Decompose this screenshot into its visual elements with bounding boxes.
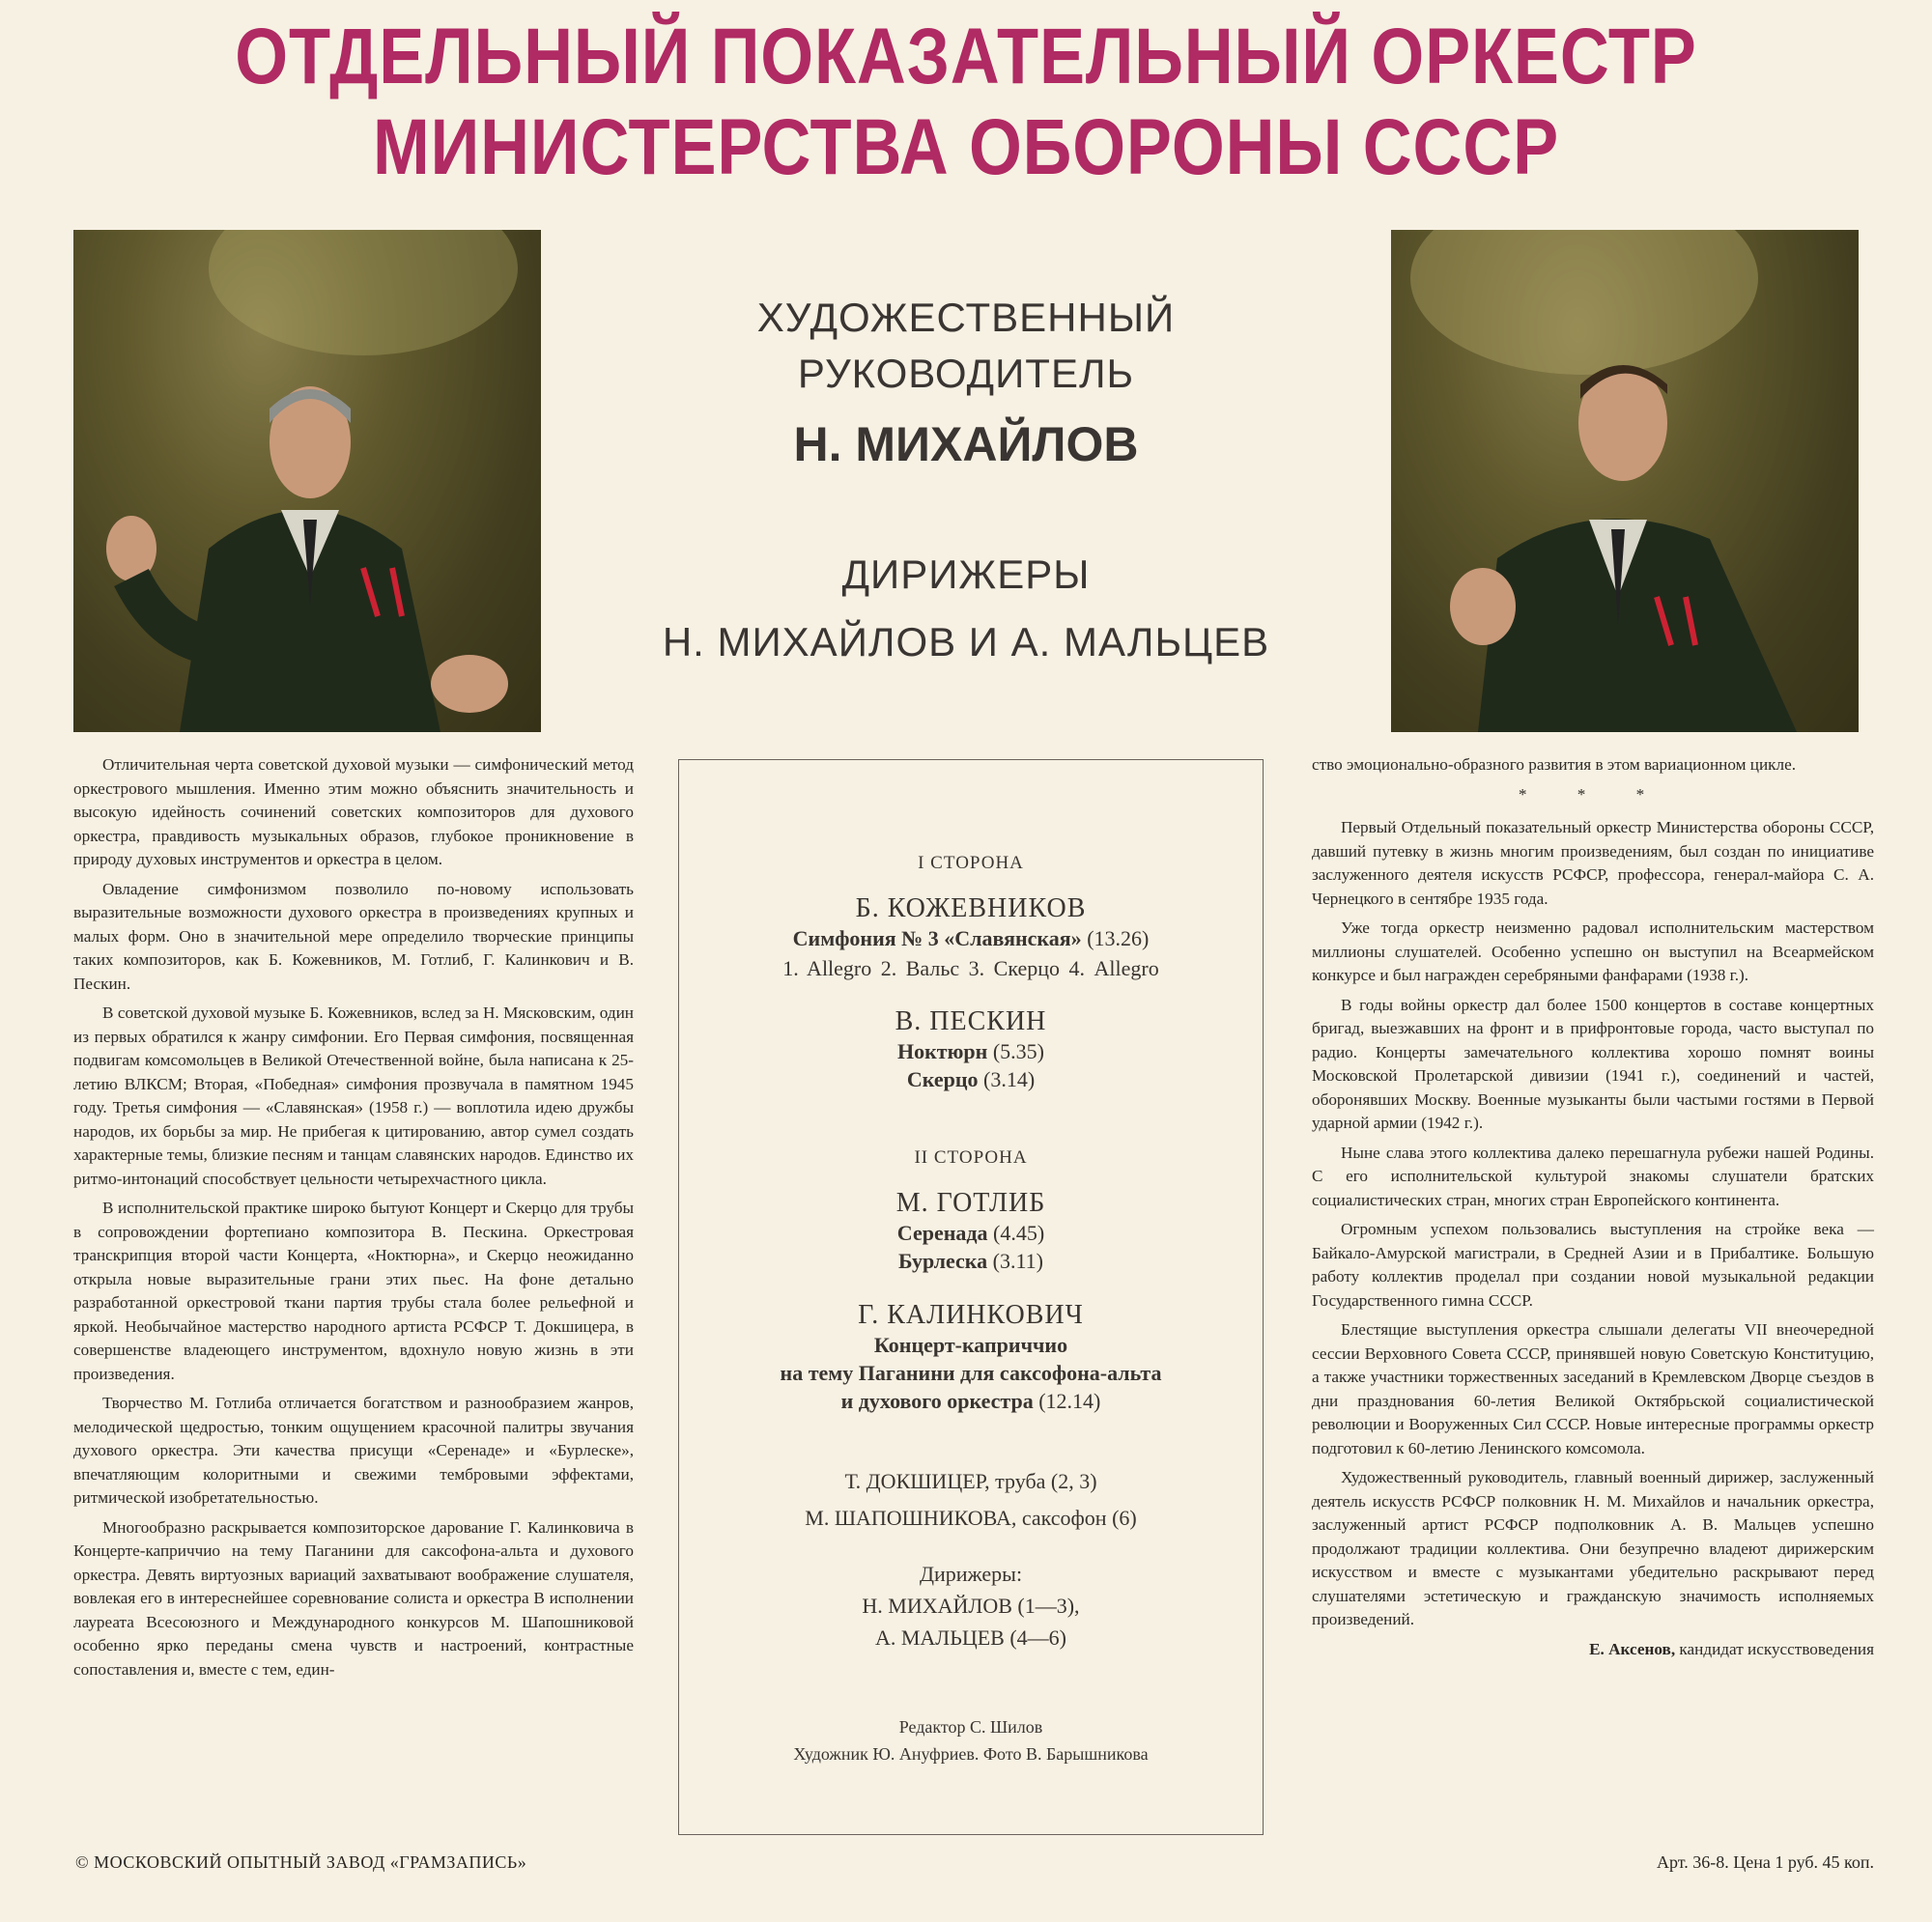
conductor-maltsev: А. МАЛЬЦЕВ (4—6) [874,1625,1067,1650]
artistic-director-label [580,290,1352,402]
performer-shaposhnikova: М. ШАПОШНИКОВА, саксофон (6) [805,1506,1137,1530]
conductor-photo-right [1391,230,1859,732]
author-signature [1312,1638,1874,1662]
liner-notes-left-column [73,753,634,1687]
track-duration: (13.26) [1087,926,1150,950]
section-divider-stars: * * * [1518,784,1668,804]
track-title-line3: и духового оркестра [840,1389,1034,1413]
conductor-photo-left [73,230,541,732]
tracklist-box [678,759,1264,1835]
track-duration: (12.14) [1038,1389,1101,1413]
album-title [135,12,1797,193]
track-serenade [679,1219,1263,1247]
track-symphony-3 [679,924,1263,952]
liner-paragraph-continuation: ство эмоционально-образного развития в этом вариационном цикле. [1312,755,1797,774]
artistic-director-line1: ХУДОЖЕСТВЕННЫЙ [756,295,1176,340]
production-credits [679,1713,1263,1767]
artistic-director-line2: РУКОВОДИТЕЛЬ [797,351,1135,396]
conductors-credit [580,541,1352,676]
conductor-mikhailov: Н. МИХАЙЛОВ (1—3), [862,1594,1080,1618]
liner-paragraph: Первый Отдельный показательный оркестр Министерства обороны СССР, давший путевку в жизнь многим произведениям, был создан по инициативе заслуженного деятеля искусств РСФСР, профессора, генерал-майора С. А. Чернецкого в сентябре 1935 года. [1312,818,1874,908]
conductors-label: ДИРИЖЕРЫ [841,551,1091,597]
track-scherzo [679,1065,1263,1093]
price-footer: Арт. 36-8. Цена 1 руб. 45 коп. [1656,1852,1874,1872]
tracklist-conductors [679,1558,1263,1653]
track-title: Бурлеска [897,1249,988,1273]
album-title-line2: МИНИСТЕРСТВА ОБОРОНЫ СССР [372,103,1560,191]
performers [679,1463,1263,1537]
track-title-line1: Концерт-каприччио [873,1333,1068,1357]
side-one-label: I СТОРОНА [918,853,1024,873]
album-title-line1: ОТДЕЛЬНЫЙ ПОКАЗАТЕЛЬНЫЙ ОРКЕСТР [235,13,1697,100]
side-two-label: II СТОРОНА [914,1147,1028,1168]
track-title: Серенада [896,1221,988,1245]
liner-paragraph: В годы войны оркестр дал более 1500 концертов в составе концертных бригад, выезжавших на фронт и в прифронтовые города, часто выступал по радио. Концерты замечательного коллектива хорошо помнят воины Московской Пролетарской дивизии (1941 г.), соединений и частей, оборонявших Москву. Военные музыканты были частыми гостями в Первой ударной армии (1942 г.). [1312,995,1874,1132]
performer-dokshitser: Т. ДОКШИЦЕР, труба (2, 3) [844,1469,1097,1493]
artist-photo-credit: Художник Ю. Ануфриев. Фото В. Барышникова [793,1744,1149,1764]
artistic-director-name: Н. МИХАЙЛОВ [793,417,1139,471]
track-duration: (4.45) [993,1221,1045,1245]
liner-paragraph: Многообразно раскрывается композиторское дарование Г. Калинковича в Концерте-каприччио на тему Паганини для саксофона-альта и духового оркестра. Девять виртуозных вариаций захватывают воображение слушателя, вовлекая его в интереснейшее соревнование солиста и оркестра В исполнении лауреата Всесоюзного и Международного конкурсов М. Шапошниковой особенно ярко переданы смена чувств и настроений, контрастные сопоставления и, вместе с тем, един- [73,1517,634,1679]
liner-paragraph: В исполнительской практике широко бытуют Концерт и Скерцо для трубы в сопровождении фортепиано композитора В. Пескина. Оркестровая транскрипция второй части Концерта, «Ноктюрна», и Скерцо неожиданно открыла новые выразительные грани этих пьес. На фоне детально разработанной оркестровой ткани партия трубы стала более рельефной и яркой. Необычайное мастерство народного артиста РСФСР Т. Докшицера, в совершенстве владеющего инструментом, вдохнуло новую жизнь в эти произведения. [73,1199,634,1383]
track-title: Скерцо [906,1067,979,1091]
liner-paragraph: В советской духовой музыке Б. Кожевников, вслед за Н. Мясковским, один из первых обратился к жанру симфонии. Его Первая симфония, посвященная подвигам комсомольцев в Великой Отечественной войне, была написана к 25-летию ВЛКСМ; Вторая, «Победная» симфония прозвучала в памятном 1945 году. Третья симфония — «Славянская» (1958 г.) — воплотила идею дружбы народов, их борьбы за мир. Не прибегая к цитированию, автор сумел создать характерные темы, близкие песням и танцам славянских народов. Единство их ритмо-интонаций способствует цельности четырехчастного цикла. [73,1003,634,1188]
track-duration: (5.35) [992,1039,1044,1063]
liner-paragraph: Творчество М. Готлиба отличается богатством и разнообразием жанров, мелодической щедростью, тонким ощущением красочной палитры звучания духового оркестра. Эти качества присущи «Серенаде» и «Бурлеске», впечатляющим колоритными и свежими тембровыми эффектами, ритмической изобретательностью. [73,1394,634,1507]
author-title: кандидат искусствоведения [1679,1639,1874,1658]
editor-credit: Редактор С. Шилов [898,1717,1043,1737]
liner-notes-right-column [1312,753,1874,1661]
track-nocturne [679,1037,1263,1065]
track-duration: (3.11) [992,1249,1043,1273]
conductor-photo-left-image [73,230,541,732]
symphony-movements: 1. Allegro 2. Вальс 3. Скерцо 4. Allegro [782,956,1159,980]
liner-paragraph: Художественный руководитель, главный военный дирижер, заслуженный деятель искусств РСФСР полковник Н. М. Михайлов и начальник оркестра, заслуженный артист РСФСР подполковник А. В. Мальцев успешно продолжают традиции коллектива. Они безупречно владеют дирижерским искусством и вместе с музыкантами убедительно раскрывают перед слушателями эстетическую и гражданскую значимость исполняемых произведений. [1312,1468,1874,1628]
track-title-line2: на тему Паганини для саксофона-альта [780,1361,1162,1385]
track-burlesque [679,1247,1263,1275]
liner-paragraph: Блестящие выступления оркестра слышали делегаты VII внеочередной сессии Верховного Совета СССР, принявшей новую Советскую Конституцию, а также участники торжественных заседаний в Кремлевском Дворце съездов в дни празднования 60-летия Великой Октябрьской социалистической революции и Вооруженных Сил СССР. Новые интересные программы оркестр подготовил к 60-летию Ленинского комсомола. [1312,1320,1874,1457]
conductor-photo-right-image [1391,230,1859,732]
composer-gotlib: М. ГОТЛИБ [895,1188,1046,1218]
conductors-names: Н. МИХАЙЛОВ И А. МАЛЬЦЕВ [662,619,1270,664]
composer-kalinkovich: Г. КАЛИНКОВИЧ [858,1300,1084,1330]
publisher-footer: © МОСКОВСКИЙ ОПЫТНЫЙ ЗАВОД «ГРАМЗАПИСЬ» [75,1852,527,1872]
track-title: Симфония № 3 «Славянская» [792,926,1082,950]
liner-paragraph: Отличительная черта советской духовой музыки — симфонический метод оркестрового мышления. Именно этим можно объяснить значительность и высокую идейность сочинений советских композиторов для духового оркестра, правдивость музыкальных образов, глубокое проникновение в природу духовых инструментов и оркестра в целом. [73,755,634,868]
tracklist-conductors-label: Дирижеры: [919,1562,1023,1586]
author-name: Е. Аксенов, [1589,1639,1676,1658]
liner-paragraph: Ныне слава этого коллектива далеко перешагнула рубежи нашей Родины. С его исполнительской культурой знакомы слушатели братских социалистических стран, многих стран Европейского континента. [1312,1143,1874,1209]
liner-paragraph: Огромным успехом пользовались выступления на стройке века — Байкало-Амурской магистрали, в Средней Азии и в Прибалтике. Большую работу коллектив проделал при создании новой музыкальной редакции Государственного гимна СССР. [1312,1220,1874,1310]
track-title: Ноктюрн [897,1039,988,1063]
composer-kozhevnikov: Б. КОЖЕВНИКОВ [855,893,1087,923]
track-concerto-capriccio [679,1331,1263,1415]
liner-paragraph: Овладение симфонизмом позволило по-новому использовать выразительные возможности духового оркестра в произведениях крупных и малых форм. Оно в значительной мере определило творческие принципы таких композиторов, как Б. Кожевников, М. Готлиб, Г. Калинкович и В. Пескин. [73,879,634,993]
track-duration: (3.14) [983,1067,1036,1091]
liner-paragraph: Уже тогда оркестр неизменно радовал исполнительским мастерством миллионы слушателей. Особенно успешно он выступил на Всеармейском конкурсе и был награжден серебряными фанфарами (1938 г.). [1312,919,1874,984]
composer-peskin: В. ПЕСКИН [895,1006,1047,1036]
